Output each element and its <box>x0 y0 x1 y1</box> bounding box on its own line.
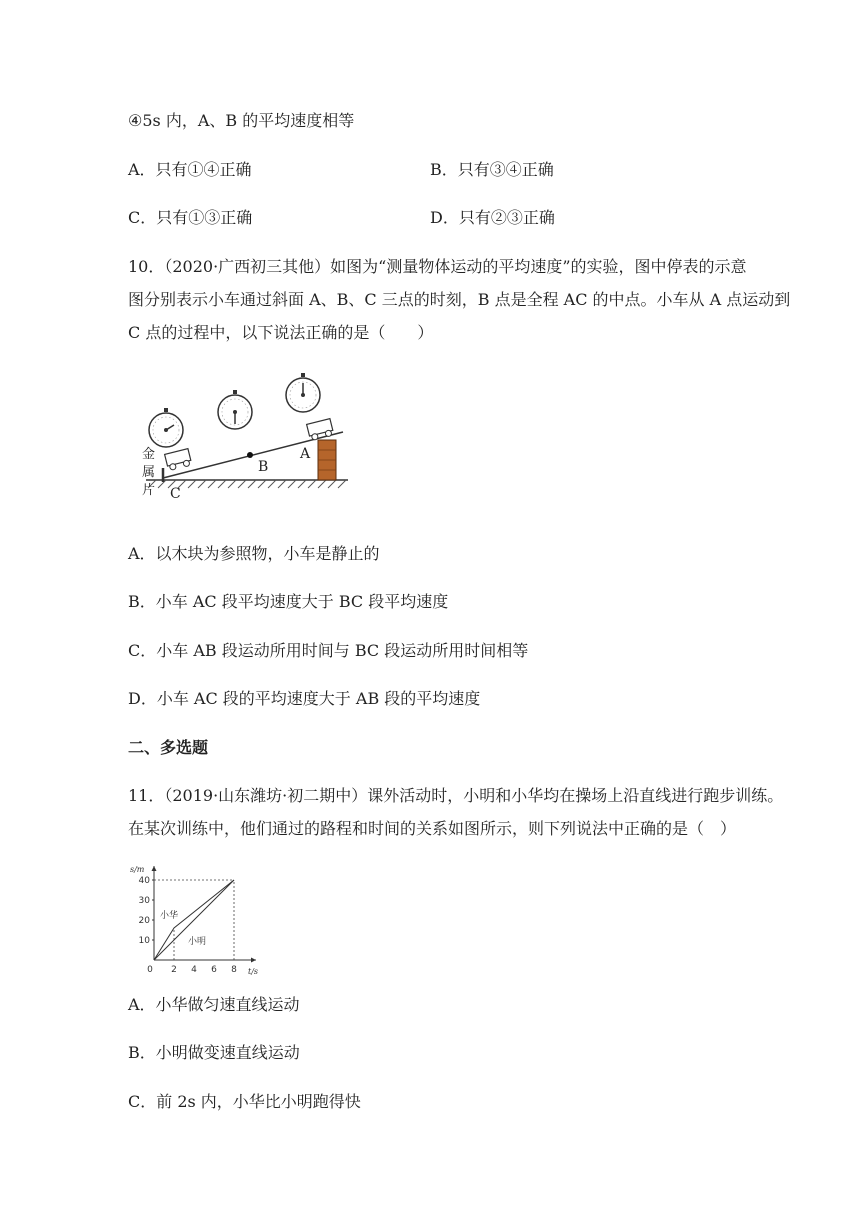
stopwatch-c-icon <box>149 408 183 447</box>
q10-stem-line3: C 点的过程中，以下说法正确的是（ ） <box>128 323 434 342</box>
q9-option-d: D．只有②③正确 <box>430 208 555 227</box>
series-label-1: 小明 <box>188 937 207 947</box>
q11-stem-line2: 在某次训练中，他们通过的路程和时间的关系如图所示，则下列说法中正确的是（ ） <box>128 819 737 838</box>
q11-option-b: B．小明做变速直线运动 <box>128 1043 300 1062</box>
x-tick-label-0: 0 <box>147 965 153 975</box>
q11-option-c: C．前 2s 内，小华比小明跑得快 <box>128 1092 361 1111</box>
point-b <box>247 452 253 458</box>
y-tick-label-1: 20 <box>138 916 150 926</box>
label-metal-3: 片 <box>142 483 156 498</box>
q10-option-b: B．小车 AC 段平均速度大于 BC 段平均速度 <box>128 592 449 611</box>
label-a: A <box>300 446 311 462</box>
cart-at-c <box>165 449 192 471</box>
q10-option-c: C．小车 AB 段运动所用时间与 BC 段运动所用时间相等 <box>128 641 529 660</box>
y-axis-arrow <box>152 866 157 871</box>
y-tick-label-3: 40 <box>138 876 150 886</box>
x-axis-arrow <box>251 958 256 963</box>
label-c: C <box>170 486 181 502</box>
x-tick-label-1: 2 <box>171 965 177 975</box>
q9-statement-4: ④5s 内，A、B 的平均速度相等 <box>128 111 355 130</box>
series-label-0: 小华 <box>160 911 179 921</box>
x-tick-label-3: 6 <box>211 965 217 975</box>
y-axis-label: s/m <box>130 865 145 874</box>
q11-option-a: A．小华做匀速直线运动 <box>128 995 300 1014</box>
y-tick-label-2: 30 <box>138 896 150 906</box>
x-tick-label-4: 8 <box>231 965 237 975</box>
q10-option-d: D．小车 AC 段的平均速度大于 AB 段的平均速度 <box>128 689 481 708</box>
stopwatch-a-icon <box>286 373 320 412</box>
label-metal-1: 金 <box>142 447 156 462</box>
section-title-multi-choice: 二、多选题 <box>128 738 209 757</box>
s-t-chart <box>126 862 266 977</box>
label-metal-2: 属 <box>142 465 156 480</box>
q9-option-a: A．只有①④正确 <box>128 160 252 179</box>
x-axis-label: t/s <box>248 967 259 976</box>
q10-option-a: A．以木块为参照物，小车是静止的 <box>128 544 380 563</box>
y-tick-label-0: 10 <box>138 936 150 946</box>
label-b: B <box>258 459 269 475</box>
x-tick-label-2: 4 <box>191 965 197 975</box>
q11-stem-line1: 11．（2019·山东潍坊·初二期中）课外活动时，小明和小华均在操场上沿直线进行跑步训练。 <box>128 786 784 805</box>
q10-stem-line1: 10．（2020·广西初三其他）如图为“测量物体运动的平均速度”的实验，图中停表的示意 <box>128 257 747 276</box>
incline-experiment-figure <box>138 370 353 505</box>
stopwatch-b-icon <box>218 390 252 429</box>
q10-stem-line2: 图分别表示小车通过斜面 A、B、C 三点的时刻，B 点是全程 AC 的中点。小车从 A 点运动到 <box>128 290 791 309</box>
q9-option-c: C．只有①③正确 <box>128 208 253 227</box>
q9-option-b: B．只有③④正确 <box>430 160 554 179</box>
